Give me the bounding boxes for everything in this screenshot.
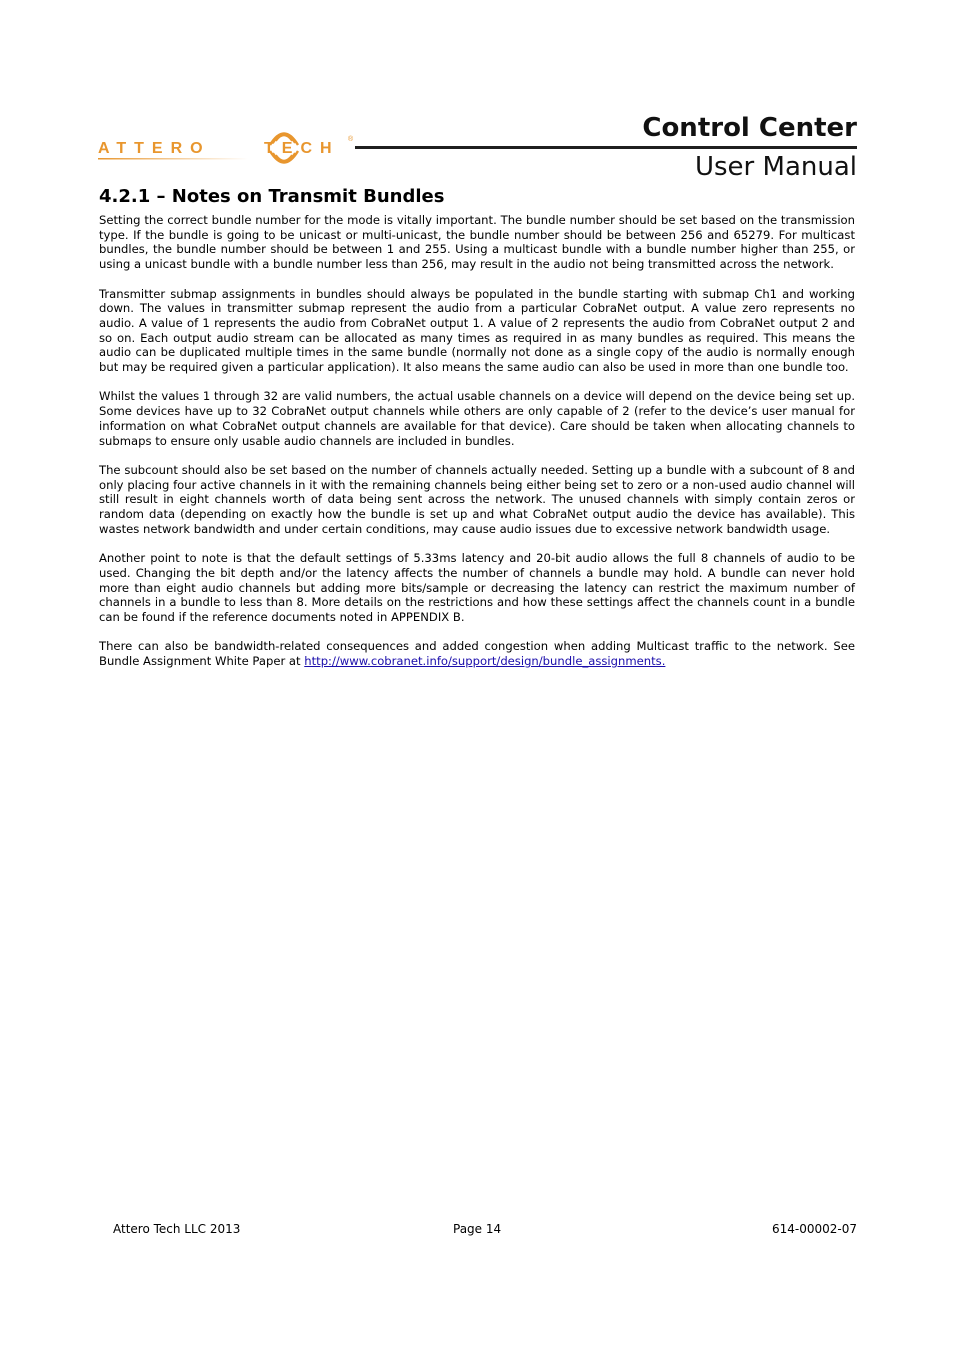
logo-underline bbox=[98, 158, 248, 160]
logo-graphic bbox=[98, 118, 360, 180]
section-body bbox=[99, 213, 855, 683]
bundle-assignments-link[interactable]: http://www.cobranet.info/support/design/bundle_assignments. bbox=[304, 654, 666, 669]
footer-document-number: 614-00002-07 bbox=[771, 1222, 857, 1236]
section-heading: 4.2.1 – Notes on Transmit Bundles bbox=[99, 186, 445, 207]
paragraph-multicast-bandwidth bbox=[99, 639, 855, 668]
header-rule bbox=[355, 146, 857, 149]
paragraph-bundle-number: Setting the correct bundle number for the mode is vitally important. The bundle number should be set based on the transmission type. If the bundle is going to be unicast or multi-unicast, the bundle number should be between 256 and 65279. For multicast bundles, the bundle number should be between 1 and 255. Using a multicast bundle with a bundle number higher than 255, or using a unicast bundle with a bundle number less than 256, may result in the audio not being transmitted across the network. bbox=[99, 213, 855, 272]
paragraph-submap-assignments: Transmitter submap assignments in bundles should always be populated in the bundle starting with submap Ch1 and working down. The values in transmitter submap represent the audio from a particular CobraNet output. A value zero represents no audio. A value of 1 represents the audio from CobraNet output 1. A value of 2 represents the audio from CobraNet output 2 and so on. Each output audio stream can be allocated as many times as required in as many bundles as required. This means the audio can be duplicated multiple times in the same bundle (normally not done as a single copy of the audio is normally enough but may be required given a particular application). It also means the same audio can also be used in more than one bundle too. bbox=[99, 286, 855, 375]
registered-mark: ® bbox=[348, 136, 354, 143]
paragraph-latency-bit-depth: Another point to note is that the default settings of 5.33ms latency and 20-bit audio allows the full 8 channels of audio to be used. Changing the bit depth and/or the latency affects the number of channels a bundle may hold. A bundle can never hold more than eight audio channels but adding more bits/sample or decreasing the latency can restrict the maximum number of channels in a bundle to less than 8. More details on the restrictions and how these settings affect the channels count in a bundle can be found if the reference documents noted in APPENDIX B. bbox=[99, 551, 855, 624]
logo-word-attero: ATTERO bbox=[98, 140, 211, 157]
footer-company: Attero Tech LLC 2013 bbox=[113, 1222, 241, 1236]
document-title: Control Center bbox=[642, 113, 857, 143]
document-subtitle: User Manual bbox=[694, 152, 857, 182]
paragraph-subcount: The subcount should also be set based on the number of channels actually needed. Setting up a bundle with a subcount of 8 and only placing four active channels in it with the remaining channels being either being set to zero or a non-used audio channel will still result in eight channels worth of data being sent across the network. The unused channels with simply contain zeros or random data (depending on exactly how the bundle is set up and what CobraNet output audio the device has available). This wastes network bandwidth and under certain conditions, may cause audio issues due to excessive network bandwidth usage. bbox=[99, 462, 855, 536]
logo-word-tech: TECH bbox=[264, 140, 340, 157]
footer-page-number: Page 14 bbox=[453, 1222, 502, 1236]
paragraph-multicast-text: There can also be bandwidth-related consequences and added congestion when adding Multicast traffic to the network. See Bundle Assignment White Paper at bbox=[99, 639, 855, 669]
attero-tech-logo bbox=[98, 118, 360, 180]
paragraph-usable-channels: Whilst the values 1 through 32 are valid numbers, the actual usable channels on a device will depend on the device being set up. Some devices have up to 32 CobraNet output channels while others are only capable of 2 (refer to the device’s user manual for information on what CobraNet output channels are available for that device). Care should be taken when allocating channels to submaps to ensure only usable audio channels are included in bundles. bbox=[99, 389, 855, 448]
